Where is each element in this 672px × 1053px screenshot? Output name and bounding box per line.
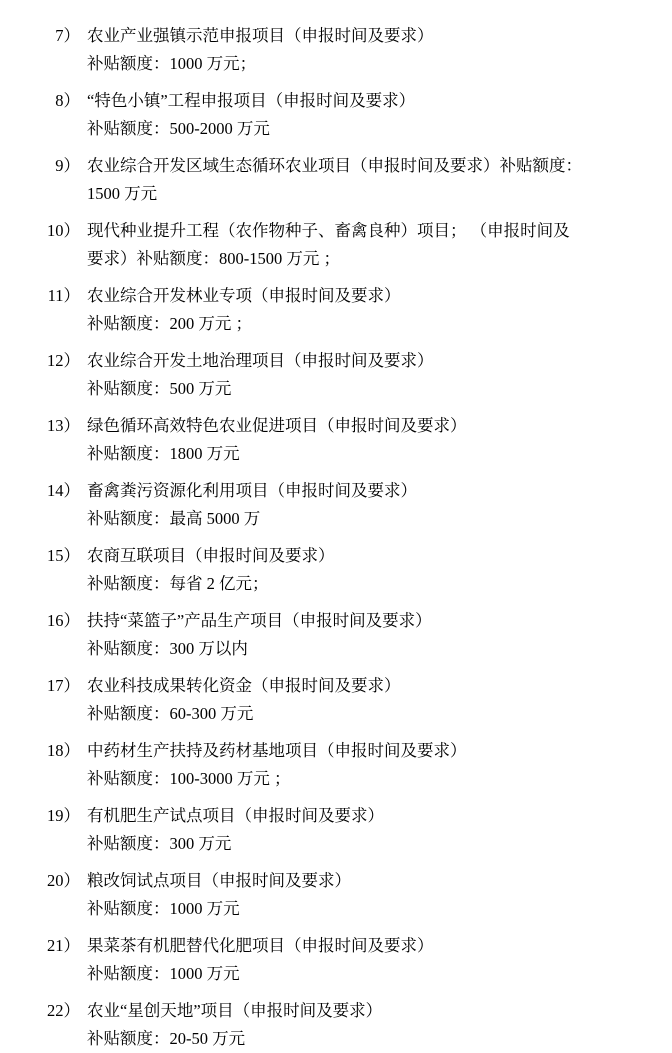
list-item-body (80, 932, 646, 988)
list-item-subsidy: 补贴额度：500 万元 (87, 379, 232, 398)
list-item (42, 152, 646, 208)
list-item (42, 22, 646, 78)
list-item (42, 217, 646, 273)
list-item (42, 932, 646, 988)
list-item-subsidy: 补贴额度：300 万元 (87, 834, 232, 853)
list-item-marker: 22） (47, 1001, 80, 1020)
list-item (42, 997, 646, 1053)
list-item-subsidy: 补贴额度：1000 万元 (87, 964, 240, 983)
list-item-body (80, 802, 646, 858)
list-item-marker: 17） (47, 676, 80, 695)
list-item-marker: 20） (47, 871, 80, 890)
list-item-body (80, 22, 646, 78)
list-item-subsidy: 补贴额度：1000 万元 (87, 899, 240, 918)
list-item-body (80, 542, 646, 598)
list-item (42, 672, 646, 728)
list-item-body (80, 867, 646, 923)
list-item-body (80, 87, 646, 143)
list-item-title: 扶持“菜篮子”产品生产项目（申报时间及要求） (87, 611, 432, 630)
list-item-title: 农业综合开发区域生态循环农业项目（申报时间及要求）补贴额度： (87, 156, 582, 175)
list-item (42, 802, 646, 858)
list-item-subsidy: 要求）补贴额度：800-1500 万元 ； (87, 249, 340, 268)
list-item-subsidy: 补贴额度：60-300 万元 (87, 704, 254, 723)
list-item-marker: 21） (47, 936, 80, 955)
list-item-title: 畜禽粪污资源化利用项目（申报时间及要求） (87, 481, 417, 500)
list-item-marker: 8） (55, 91, 80, 110)
list-item-subsidy: 1500 万元 (87, 184, 158, 203)
list-item (42, 867, 646, 923)
list-item-body (80, 477, 646, 533)
list-item-marker: 16） (47, 611, 80, 630)
list-item-marker: 9） (55, 156, 80, 175)
list-item-title: 农业综合开发土地治理项目（申报时间及要求） (87, 351, 434, 370)
list-item (42, 737, 646, 793)
list-item-subsidy: 补贴额度：1000 万元； (87, 54, 257, 73)
list-item-subsidy: 补贴额度：300 万以内 (87, 639, 248, 658)
list-item-body (80, 282, 646, 338)
list-item (42, 607, 646, 663)
list-item-title: 中药材生产扶持及药材基地项目（申报时间及要求） (87, 741, 467, 760)
list-item-title: “特色小镇”工程申报项目（申报时间及要求） (87, 91, 416, 110)
list-item-title: 农业科技成果转化资金（申报时间及要求） (87, 676, 401, 695)
list-item-marker: 15） (47, 546, 80, 565)
list-item-subsidy: 补贴额度：最高 5000 万 (87, 509, 261, 528)
list-item-body (80, 152, 646, 208)
list-item-marker: 7） (55, 26, 80, 45)
list-item-marker: 18） (47, 741, 80, 760)
list-item-title: 果菜茶有机肥替代化肥项目（申报时间及要求） (87, 936, 434, 955)
list-item-body (80, 737, 646, 793)
list-item-body (80, 672, 646, 728)
list-item (42, 87, 646, 143)
list-item-marker: 14） (47, 481, 80, 500)
list-item-marker: 13） (47, 416, 80, 435)
list-item-body (80, 997, 646, 1053)
list-item-subsidy: 补贴额度：1800 万元 (87, 444, 240, 463)
list-item-title: 绿色循环高效特色农业促进项目（申报时间及要求） (87, 416, 467, 435)
list-item-subsidy: 补贴额度：20-50 万元 (87, 1029, 246, 1048)
list-item-marker: 10） (47, 221, 80, 240)
list-item-title: 农商互联项目（申报时间及要求） (87, 546, 335, 565)
list-item-body (80, 217, 646, 273)
list-item-marker: 12） (47, 351, 80, 370)
list-item (42, 542, 646, 598)
list-item-subsidy: 补贴额度：每省 2 亿元； (87, 574, 269, 593)
list-item (42, 412, 646, 468)
list-item-title: 有机肥生产试点项目（申报时间及要求） (87, 806, 384, 825)
list-item-subsidy: 补贴额度：100-3000 万元 ； (87, 769, 291, 788)
list-item-body (80, 607, 646, 663)
list-item-title: 现代种业提升工程（农作物种子、畜禽良种）项目； （申报时间及 (87, 221, 570, 240)
list-item-title: 农业产业强镇示范申报项目（申报时间及要求） (87, 26, 434, 45)
list-item-marker: 11） (47, 286, 80, 305)
list-item (42, 477, 646, 533)
list-item (42, 347, 646, 403)
list-item-title: 农业“星创天地”项目（申报时间及要求） (87, 1001, 383, 1020)
list-item-title: 农业综合开发林业专项（申报时间及要求） (87, 286, 401, 305)
list-item-body (80, 412, 646, 468)
list-item-subsidy: 补贴额度：200 万元 ； (87, 314, 252, 333)
list-item (42, 282, 646, 338)
list-item-title: 粮改饲试点项目（申报时间及要求） (87, 871, 351, 890)
list-item-body (80, 347, 646, 403)
list-item-marker: 19） (47, 806, 80, 825)
list-item-subsidy: 补贴额度：500-2000 万元 (87, 119, 270, 138)
